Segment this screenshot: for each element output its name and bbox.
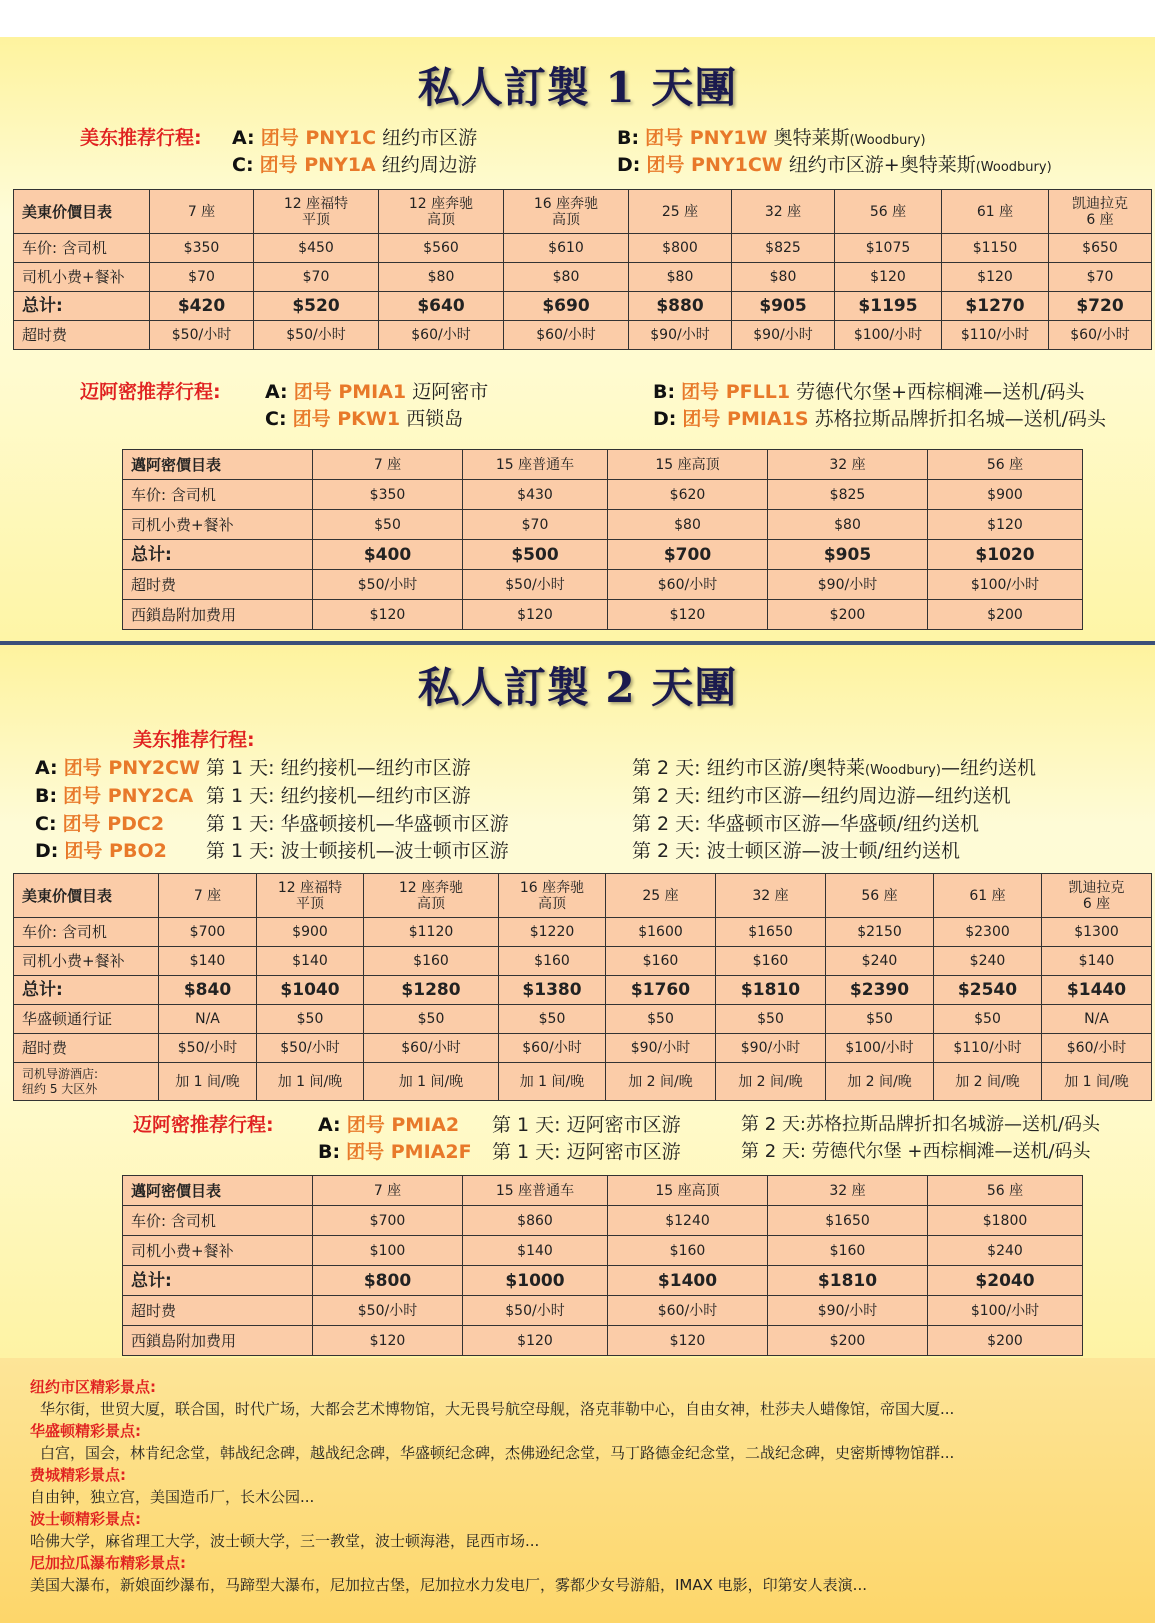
table-row [123,1326,1083,1356]
table-row [14,292,1152,321]
table-cell: 凯迪拉克 6 座 [1049,190,1152,234]
table-cell: 12 座福特 平顶 [257,874,364,918]
table-cell: $2150 [826,918,934,947]
table-cell: $120 [835,263,942,292]
table-row [123,1206,1083,1236]
table-cell: $50 [934,1005,1042,1034]
table-cell: $650 [1049,234,1152,263]
table-cell: 7 座 [159,874,257,918]
route-code: 团号 PNY1C [260,127,377,149]
miami-routes-label: 迈阿密推荐行程: [80,381,221,403]
east-price-table-1day [13,189,1152,350]
table-header-row [123,450,1083,480]
table-cell: $2040 [928,1266,1083,1296]
table-cell: $905 [768,540,928,570]
row-label-cell: 总计: [14,976,159,1005]
attraction-title: 波士顿精彩景点: [30,1510,141,1528]
table-row [14,947,1152,976]
table-cell: $640 [379,292,504,321]
table-cell: $90/小时 [768,1296,928,1326]
row-label-cell: 邁阿密價目表 [123,1176,313,1206]
table-cell: 61 座 [942,190,1049,234]
table-cell: $50/小时 [254,321,379,350]
row-label-cell: 邁阿密價目表 [123,450,313,480]
table-cell: $80 [629,263,732,292]
route-code: 团号 PNY2CW [63,757,201,779]
table-cell: $100 [313,1236,463,1266]
two-day-title: 私人訂製 2 天團 [417,663,738,712]
table-cell: $825 [768,480,928,510]
attraction-text: 美国大瀑布，新娘面纱瀑布，马蹄型大瀑布，尼加拉古堡，尼加拉水力发电厂，雾都少女号游船，IMAX 电影，印第安人表演... [30,1576,867,1594]
table-cell: $2300 [934,918,1042,947]
route-item: D: 团号 PMIA1S 苏格拉斯品牌折扣名城—送机/码头 [653,408,1107,430]
attraction-title: 纽约市区精彩景点: [30,1378,156,1396]
table-cell: $140 [1042,947,1152,976]
table-cell: 56 座 [928,1176,1083,1206]
table-cell: 12 座福特 平顶 [254,190,379,234]
table-cell: $110/小时 [942,321,1049,350]
table-cell: 32 座 [732,190,835,234]
table-cell: $50/小时 [257,1034,364,1063]
table-cell: $60/小时 [364,1034,499,1063]
table-cell: $1280 [364,976,499,1005]
table-cell: $720 [1049,292,1152,321]
table-cell: 加 1 间/晚 [364,1063,499,1101]
table-cell: $610 [504,234,629,263]
attraction-title: 华盛顿精彩景点: [30,1422,141,1440]
table-cell: $120 [608,600,768,630]
table-header-row [14,190,1152,234]
attraction-text: 哈佛大学，麻省理工大学，波士顿大学，三一教堂，波士顿海港，昆西市场... [30,1532,540,1550]
attraction-text: 华尔街，世贸大厦，联合国，时代广场，大都会艺术博物馆，大无畏号航空母舰，洛克菲勒中心，自由女神，杜莎夫人蜡像馆，帝国大厦... [40,1400,955,1418]
route-day1: 第 1 天: 迈阿密市区游 [492,1141,681,1163]
table-cell: $160 [716,947,826,976]
route-code: 团号 PNY1W [645,127,768,149]
table-cell: 加 1 间/晚 [159,1063,257,1101]
table-row [123,1236,1083,1266]
table-cell: $1240 [608,1206,768,1236]
table-cell: 7 座 [150,190,254,234]
table-row [123,480,1083,510]
table-cell: $60/小时 [504,321,629,350]
table-cell: $1120 [364,918,499,947]
table-cell: $800 [313,1266,463,1296]
table-cell: $1800 [928,1206,1083,1236]
route-item: D: 团号 PNY1CW 纽约市区游+奥特莱斯(Woodbury) [617,154,1052,176]
table-cell: $60/小时 [1049,321,1152,350]
table-header-row [123,1176,1083,1206]
table-cell: $120 [928,510,1083,540]
row-label-cell: 华盛顿通行证 [14,1005,159,1034]
table-cell: $60/小时 [608,1296,768,1326]
route-code: 团号 PKW1 [292,408,401,430]
table-cell: $50/小时 [313,1296,463,1326]
table-row [14,263,1152,292]
table-cell: $450 [254,234,379,263]
table-cell: $50/小时 [313,570,463,600]
table-cell: 15 座高顶 [608,1176,768,1206]
table-row [123,1266,1083,1296]
row-label-cell: 司机小费+餐补 [123,510,313,540]
two-day-tour-panel [0,645,1155,1358]
table-cell: $120 [942,263,1049,292]
table-row [123,510,1083,540]
route-day2: 第 2 天:苏格拉斯品牌折扣名城游—送机/码头 [741,1114,1101,1135]
row-label-cell: 总计: [123,540,313,570]
table-row [14,1063,1152,1101]
attractions-panel [0,1358,1155,1623]
route-item: B: 团号 PFLL1 劳德代尔堡+西棕榈滩—送机/码头 [653,381,1085,403]
table-cell: 12 座奔驰 高顶 [379,190,504,234]
table-cell: $50/小时 [159,1034,257,1063]
row-label-cell: 美東价價目表 [14,190,150,234]
table-cell: $1220 [499,918,606,947]
table-cell: $2390 [826,976,934,1005]
table-cell: $160 [606,947,716,976]
attractions-list [30,1376,1140,1596]
table-cell: $1810 [716,976,826,1005]
route-item: C: 团号 PDC2 [35,813,165,835]
table-cell: 加 2 间/晚 [934,1063,1042,1101]
table-cell: 56 座 [835,190,942,234]
table-cell: $120 [463,1326,608,1356]
attraction-text: 自由钟，独立宫，美国造币厂，长木公园... [30,1488,315,1506]
route-code: 团号 PMIA1S [682,408,809,430]
table-cell: $900 [928,480,1083,510]
table-cell: $80 [379,263,504,292]
table-cell: $520 [254,292,379,321]
table-cell: 25 座 [629,190,732,234]
table-cell: $70 [150,263,254,292]
table-cell: $350 [313,480,463,510]
table-row [14,976,1152,1005]
table-row [123,570,1083,600]
table-cell: 加 2 间/晚 [826,1063,934,1101]
attraction-title: 费城精彩景点: [30,1466,126,1484]
table-cell: $350 [150,234,254,263]
route-code: 团号 PNY1A [259,154,376,176]
table-cell: 32 座 [716,874,826,918]
route-item: C: 团号 PNY1A 纽约周边游 [232,154,477,176]
table-row [14,234,1152,263]
table-cell: 56 座 [826,874,934,918]
table-cell: 加 2 间/晚 [606,1063,716,1101]
row-label-cell: 超时费 [123,1296,313,1326]
route-day1: 第 1 天: 纽约接机—纽约市区游 [206,757,471,779]
route-code: 团号 PNY1CW [646,154,783,176]
table-cell: 32 座 [768,1176,928,1206]
east-price-table-2day [13,873,1152,1101]
table-cell: $1040 [257,976,364,1005]
table-cell: $200 [768,1326,928,1356]
table-cell: $430 [463,480,608,510]
table-cell: 12 座奔驰 高顶 [364,874,499,918]
route-day1: 第 1 天: 波士顿接机—波士顿市区游 [206,840,509,862]
table-cell: $80 [732,263,835,292]
attraction-text: 白宫，国会，林肯纪念堂，韩战纪念碑，越战纪念碑，华盛顿纪念碑，杰佛逊纪念堂，马丁路德金纪念堂，二战纪念碑，史密斯博物馆群... [40,1444,955,1462]
table-row [14,321,1152,350]
east-routes-label: 美东推荐行程: [133,729,255,751]
table-cell: $120 [463,600,608,630]
table-cell: $240 [826,947,934,976]
table-cell: $90/小时 [732,321,835,350]
route-day2: 第 2 天: 华盛顿市区游—华盛顿/纽约送机 [632,813,980,835]
row-label-cell: 司机导游酒店: 纽约 5 大区外 [14,1063,159,1101]
table-cell: $90/小时 [716,1034,826,1063]
miami-price-table-2day [122,1175,1083,1356]
table-row [14,1034,1152,1063]
table-row [123,540,1083,570]
table-cell: $50 [313,510,463,540]
table-cell: 15 座普通车 [463,450,608,480]
table-cell: $560 [379,234,504,263]
table-cell: $1195 [835,292,942,321]
row-label-cell: 车价: 含司机 [14,918,159,947]
table-cell: $840 [159,976,257,1005]
table-cell: $110/小时 [934,1034,1042,1063]
table-row [123,1296,1083,1326]
table-cell: $1400 [608,1266,768,1296]
table-row [14,1005,1152,1034]
route-item: C: 团号 PKW1 西锁岛 [265,408,464,430]
table-cell: $160 [364,947,499,976]
table-cell: $140 [463,1236,608,1266]
table-cell: $90/小时 [629,321,732,350]
table-cell: $200 [768,600,928,630]
table-cell: 61 座 [934,874,1042,918]
table-cell: $1440 [1042,976,1152,1005]
table-cell: $60/小时 [608,570,768,600]
table-cell: 15 座高顶 [608,450,768,480]
table-cell: $1600 [606,918,716,947]
row-label-cell: 车价: 含司机 [14,234,150,263]
table-cell: $200 [928,600,1083,630]
row-label-cell: 西鎖島附加费用 [123,600,313,630]
table-cell: $50/小时 [150,321,254,350]
row-label-cell: 超时费 [14,1034,159,1063]
table-cell: $1000 [463,1266,608,1296]
row-label-cell: 超时费 [14,321,150,350]
table-cell: $50 [716,1005,826,1034]
table-cell: $240 [934,947,1042,976]
table-cell: $80 [504,263,629,292]
attraction-block [30,1420,1140,1464]
table-cell: $620 [608,480,768,510]
one-day-tour-panel [0,37,1155,641]
route-item: B: 团号 PMIA2F [318,1141,472,1163]
route-day2: 第 2 天: 纽约市区游—纽约周边游—纽约送机 [632,785,1011,807]
table-cell: 16 座奔驰 高顶 [499,874,606,918]
table-cell: $1300 [1042,918,1152,947]
route-code: 团号 PMIA1 [293,381,407,403]
table-cell: $70 [254,263,379,292]
table-cell: 加 1 间/晚 [1042,1063,1152,1101]
table-cell: $60/小时 [1042,1034,1152,1063]
table-cell: $1650 [716,918,826,947]
table-cell: $60/小时 [499,1034,606,1063]
table-cell: N/A [1042,1005,1152,1034]
table-cell: $860 [463,1206,608,1236]
table-cell: $900 [257,918,364,947]
table-cell: 25 座 [606,874,716,918]
attraction-block [30,1508,1140,1552]
table-cell: $690 [504,292,629,321]
row-label-cell: 司机小费+餐补 [123,1236,313,1266]
route-day1: 第 1 天: 华盛顿接机—华盛顿市区游 [206,813,509,835]
route-item: A: 团号 PMIA1 迈阿密市 [265,381,489,403]
table-cell: $90/小时 [768,570,928,600]
table-cell: $90/小时 [606,1034,716,1063]
table-cell: $1810 [768,1266,928,1296]
route-item: A: 团号 PNY1C 纽约市区游 [232,127,478,149]
attraction-block [30,1552,1140,1596]
table-cell: $700 [313,1206,463,1236]
table-cell: $160 [499,947,606,976]
table-cell: $50 [606,1005,716,1034]
table-cell: $1380 [499,976,606,1005]
table-cell: $70 [463,510,608,540]
table-cell: $50/小时 [463,1296,608,1326]
table-cell: $50 [364,1005,499,1034]
table-cell: $160 [608,1236,768,1266]
table-cell: $140 [159,947,257,976]
route-code: 团号 PBO2 [64,840,167,862]
row-label-cell: 总计: [14,292,150,321]
route-day1: 第 1 天: 纽约接机—纽约市区游 [206,785,471,807]
table-cell: $825 [732,234,835,263]
route-item: A: 团号 PNY2CW [35,757,201,779]
table-cell: $50 [499,1005,606,1034]
table-cell: $700 [608,540,768,570]
table-cell: $50/小时 [463,570,608,600]
route-day1: 第 1 天: 迈阿密市区游 [492,1114,681,1136]
table-cell: $400 [313,540,463,570]
table-cell: $240 [928,1236,1083,1266]
attraction-block [30,1376,1140,1420]
route-code: 团号 PDC2 [62,813,165,835]
route-code: 团号 PMIA2 [346,1114,460,1136]
table-cell: $100/小时 [928,570,1083,600]
one-day-title: 私人訂製 1 天團 [417,63,738,112]
table-cell: $80 [768,510,928,540]
table-row [123,600,1083,630]
table-cell: $100/小时 [928,1296,1083,1326]
table-header-row [14,874,1152,918]
table-cell: N/A [159,1005,257,1034]
miami-price-table-1day [122,449,1083,630]
table-cell: $140 [257,947,364,976]
table-cell: 16 座奔驰 高顶 [504,190,629,234]
east-routes-label: 美东推荐行程: [80,127,202,149]
route-day2: 第 2 天: 纽约市区游/奥特莱(Woodbury)—纽约送机 [632,757,1036,779]
route-day2: 第 2 天: 波士顿区游—波士顿/纽约送机 [632,840,961,862]
route-day2: 第 2 天: 劳德代尔堡 +西棕榈滩—送机/码头 [741,1141,1091,1162]
row-label-cell: 车价: 含司机 [123,1206,313,1236]
table-cell: $200 [928,1326,1083,1356]
table-cell: $100/小时 [835,321,942,350]
row-label-cell: 车价: 含司机 [123,480,313,510]
row-label-cell: 司机小费+餐补 [14,263,150,292]
table-cell: $800 [629,234,732,263]
table-cell: 加 1 间/晚 [499,1063,606,1101]
route-item: A: 团号 PMIA2 [318,1114,460,1136]
table-cell: $1020 [928,540,1083,570]
table-cell: $905 [732,292,835,321]
row-label-cell: 超时费 [123,570,313,600]
table-row [14,918,1152,947]
route-code: 团号 PNY2CA [63,785,194,807]
route-code: 团号 PMIA2F [346,1141,472,1163]
table-cell: $700 [159,918,257,947]
table-cell: $70 [1049,263,1152,292]
table-cell: $120 [608,1326,768,1356]
table-cell: $80 [608,510,768,540]
table-cell: $1760 [606,976,716,1005]
table-cell: $1075 [835,234,942,263]
table-cell: $160 [768,1236,928,1266]
table-cell: 凯迪拉克 6 座 [1042,874,1152,918]
route-item: D: 团号 PBO2 [35,840,167,862]
route-item: B: 团号 PNY2CA [35,785,194,807]
table-cell: $100/小时 [826,1034,934,1063]
table-cell: $120 [313,1326,463,1356]
table-cell: $500 [463,540,608,570]
table-cell: $50 [826,1005,934,1034]
table-cell: 7 座 [313,1176,463,1206]
route-code: 团号 PFLL1 [681,381,791,403]
table-cell: $2540 [934,976,1042,1005]
table-cell: 15 座普通车 [463,1176,608,1206]
table-cell: 32 座 [768,450,928,480]
table-cell: 7 座 [313,450,463,480]
table-cell: 加 1 间/晚 [257,1063,364,1101]
table-cell: $420 [150,292,254,321]
table-cell: 56 座 [928,450,1083,480]
row-label-cell: 司机小费+餐补 [14,947,159,976]
table-cell: $1150 [942,234,1049,263]
attraction-title: 尼加拉瓜瀑布精彩景点: [30,1554,186,1572]
row-label-cell: 美東价價目表 [14,874,159,918]
route-item: B: 团号 PNY1W 奥特莱斯(Woodbury) [617,127,926,149]
table-cell: $1650 [768,1206,928,1236]
table-cell: $1270 [942,292,1049,321]
table-cell: $880 [629,292,732,321]
table-cell: $120 [313,600,463,630]
miami-routes-label: 迈阿密推荐行程: [133,1114,274,1136]
table-cell: $60/小时 [379,321,504,350]
row-label-cell: 西鎖島附加费用 [123,1326,313,1356]
row-label-cell: 总计: [123,1266,313,1296]
table-cell: $50 [257,1005,364,1034]
attraction-block [30,1464,1140,1508]
table-cell: 加 2 间/晚 [716,1063,826,1101]
